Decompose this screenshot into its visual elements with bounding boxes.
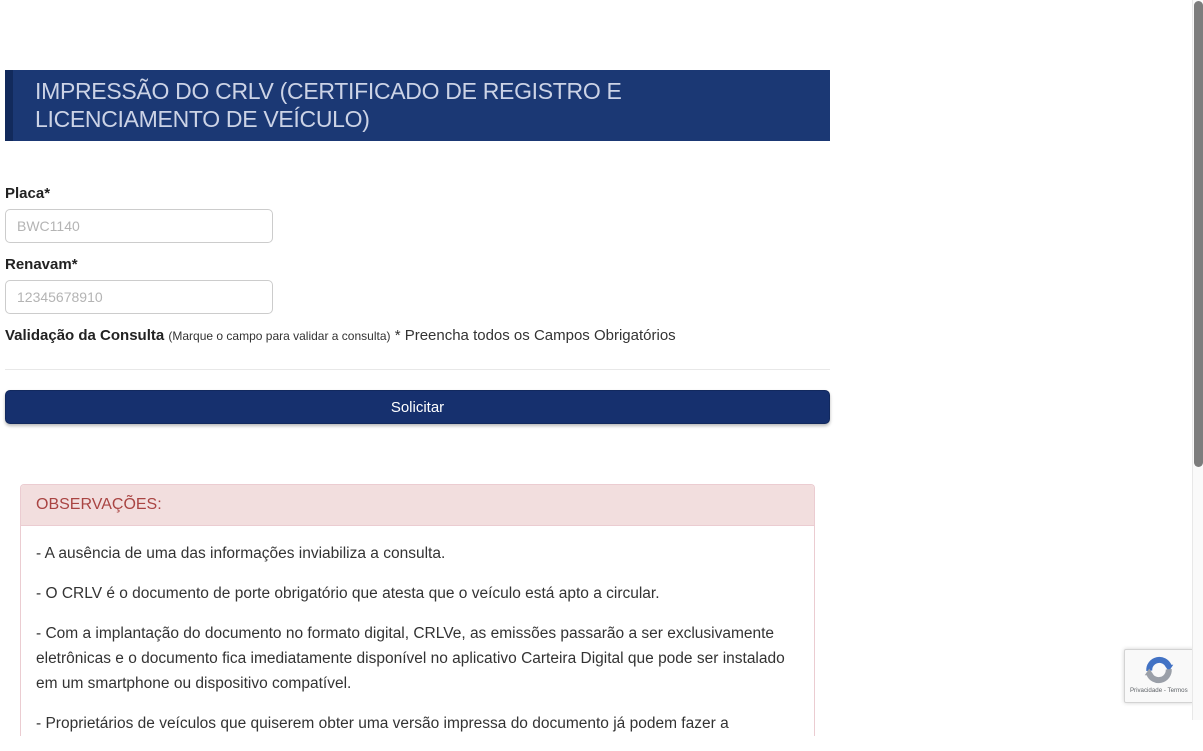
validation-label: Validação da Consulta	[5, 327, 165, 344]
main-content	[5, 70, 830, 751]
section-divider	[5, 369, 830, 370]
observation-item: - Proprietários de veículos que quiserem obter uma versão impressa do documento já podem fazer a	[36, 715, 729, 732]
recaptcha-privacy-terms-link[interactable]: Privacidade - Termos	[1130, 687, 1188, 694]
observations-panel	[20, 484, 815, 736]
observation-item: - O CRLV é o documento de porte obrigatório que atesta que o veículo está apto a circular.	[36, 585, 660, 602]
observations-title: OBSERVAÇÕES:	[21, 485, 814, 526]
placa-field-group	[5, 185, 830, 243]
solicitar-button[interactable]: Solicitar	[5, 390, 830, 424]
recaptcha-badge[interactable]	[1124, 649, 1194, 703]
observation-item: - A ausência de uma das informações inviabiliza a consulta.	[36, 545, 446, 562]
validation-hint: (Marque o campo para validar a consulta)	[168, 329, 391, 343]
observations-body	[21, 526, 814, 736]
renavam-label: Renavam*	[5, 256, 78, 273]
required-fields-note: * Preencha todos os Campos Obrigatórios	[394, 327, 676, 344]
page-header	[5, 70, 830, 141]
page-title: IMPRESSÃO DO CRLV (CERTIFICADO DE REGISTRO E LICENCIAMENTO DE VEÍCULO)	[35, 78, 622, 132]
placa-input[interactable]	[5, 209, 273, 243]
validation-row	[5, 327, 830, 344]
observation-item: - Com a implantação do documento no formato digital, CRLVe, as emissões passarão a ser exclusivamente eletrônicas e o documento fica imediatamente disponível no aplicativo Carteira Digital que pode ser instalado em um smartphone ou dispositivo compatível.	[36, 625, 785, 692]
renavam-input[interactable]	[5, 280, 273, 314]
recaptcha-icon	[1144, 650, 1174, 685]
scrollbar-track[interactable]	[1192, 0, 1203, 720]
renavam-field-group	[5, 256, 830, 314]
placa-label: Placa*	[5, 185, 51, 202]
scrollbar-thumb[interactable]	[1194, 1, 1203, 467]
